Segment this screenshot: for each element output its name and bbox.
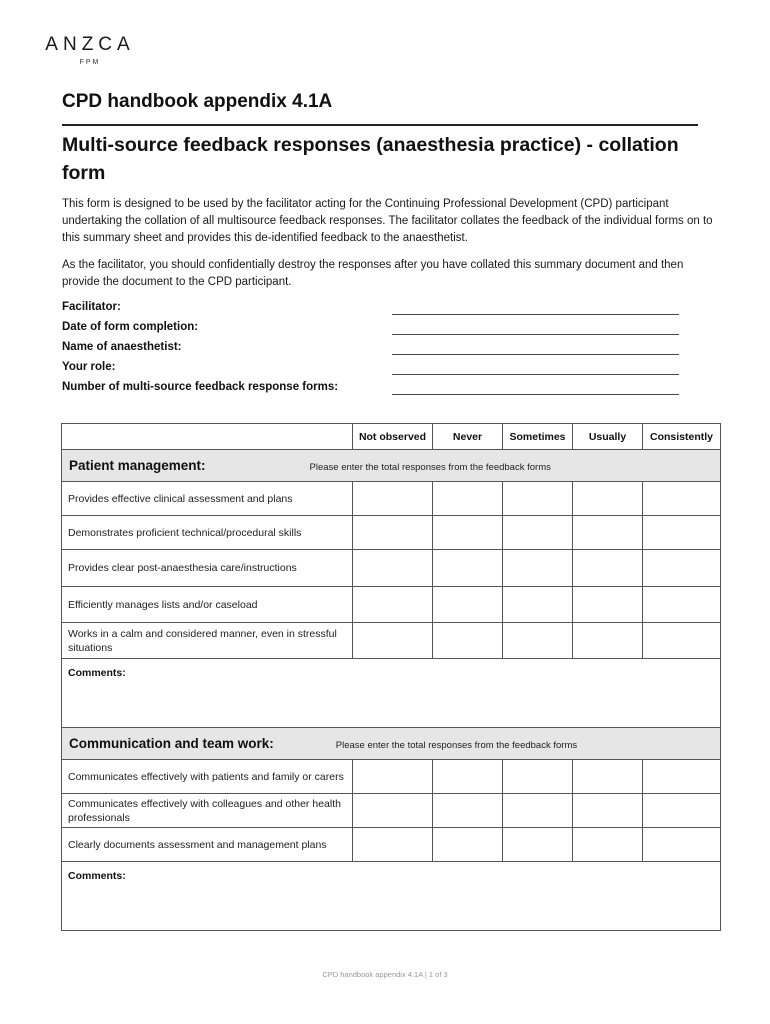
table-row	[62, 550, 721, 587]
logo-sub-text: FPM	[79, 59, 101, 66]
section-instruction: Please enter the total responses from the feedback forms	[335, 740, 578, 751]
response-count-cell[interactable]	[503, 587, 573, 623]
field-label: Your role:	[62, 361, 116, 373]
field-label: Name of anaesthetist:	[62, 341, 182, 353]
response-count-cell[interactable]	[433, 828, 503, 862]
response-count-cell[interactable]	[643, 550, 721, 587]
behaviour-item: Efficiently manages lists and/or caseload	[62, 587, 353, 623]
response-count-cell[interactable]	[353, 760, 433, 794]
intro-paragraph: This form is designed to be used by the facilitator acting for the Continuing Professional Development (CPD) participant undertaking the collation of all multisource feedback responses. The facilitator collates the feedback of the individual forms on to this summary sheet and provides this de-identified feedback to the anaesthetist.	[62, 198, 713, 244]
response-count-cell[interactable]	[353, 550, 433, 587]
response-count-cell[interactable]	[503, 794, 573, 828]
field-label: Date of form completion:	[62, 321, 199, 333]
response-count-cell[interactable]	[643, 623, 721, 659]
field-facilitator	[62, 300, 682, 320]
behaviour-item: Works in a calm and considered manner, even in stressful situations	[62, 623, 353, 659]
field-role	[62, 360, 682, 380]
comments-label: Comments:	[68, 667, 126, 679]
response-count-cell[interactable]	[353, 587, 433, 623]
response-count-cell[interactable]	[353, 828, 433, 862]
feedback-table	[61, 423, 721, 931]
response-count-cell[interactable]	[643, 516, 721, 550]
behaviour-item: Clearly documents assessment and management plans	[62, 828, 353, 862]
table-row	[62, 587, 721, 623]
comments-field[interactable]	[62, 862, 721, 931]
logo-main-text: ANZCA	[45, 34, 135, 55]
response-count-cell[interactable]	[503, 482, 573, 516]
response-count-cell[interactable]	[433, 550, 503, 587]
comments-row	[62, 659, 721, 728]
facilitator-input-line[interactable]	[392, 314, 679, 315]
date-input-line[interactable]	[392, 334, 679, 335]
response-count-cell[interactable]	[353, 794, 433, 828]
title-divider	[62, 124, 698, 126]
participant-fields	[62, 300, 682, 400]
response-count-cell[interactable]	[433, 760, 503, 794]
response-count-cell[interactable]	[503, 760, 573, 794]
response-count-cell[interactable]	[573, 794, 643, 828]
response-count-cell[interactable]	[573, 482, 643, 516]
section-instruction: Please enter the total responses from the feedback forms	[309, 462, 551, 473]
role-input-line[interactable]	[392, 374, 679, 375]
section-header-cell	[62, 728, 721, 760]
behaviour-item: Demonstrates proficient technical/procedural skills	[62, 516, 353, 550]
table-row	[62, 828, 721, 862]
behaviour-item: Provides clear post-anaesthesia care/instructions	[62, 550, 353, 587]
response-count-cell[interactable]	[643, 828, 721, 862]
response-count-cell[interactable]	[643, 794, 721, 828]
table-row	[62, 516, 721, 550]
response-count-cell[interactable]	[503, 828, 573, 862]
response-count-cell[interactable]	[433, 587, 503, 623]
instruction-paragraph: As the facilitator, you should confidentially destroy the responses after you have collated this summary document and then provide the document to the CPD participant.	[62, 259, 684, 288]
response-count-cell[interactable]	[503, 516, 573, 550]
response-count-cell[interactable]	[573, 587, 643, 623]
response-count-cell[interactable]	[433, 794, 503, 828]
behaviour-item: Communicates effectively with patients and family or carers	[62, 760, 353, 794]
anaesthetist-input-line[interactable]	[392, 354, 679, 355]
comments-label: Comments:	[68, 870, 126, 882]
header-blank-cell	[62, 424, 353, 450]
section-header-cell	[62, 450, 721, 482]
column-header: Never	[433, 424, 503, 450]
response-count-cell[interactable]	[573, 550, 643, 587]
field-label: Facilitator:	[62, 301, 121, 313]
section-title: Patient management:	[69, 458, 206, 473]
response-count-cell[interactable]	[573, 828, 643, 862]
response-count-cell[interactable]	[573, 516, 643, 550]
column-header: Usually	[573, 424, 643, 450]
page-title: CPD handbook appendix 4.1A	[62, 91, 333, 112]
table-row	[62, 623, 721, 659]
response-count-cell[interactable]	[433, 623, 503, 659]
response-count-input-line[interactable]	[392, 394, 679, 395]
page-footer: CPD handbook appendix 4.1A | 1 of 3	[322, 970, 448, 979]
response-count-cell[interactable]	[353, 623, 433, 659]
anzca-logo	[40, 34, 140, 66]
response-count-cell[interactable]	[353, 482, 433, 516]
response-count-cell[interactable]	[503, 623, 573, 659]
response-count-cell[interactable]	[643, 482, 721, 516]
response-count-cell[interactable]	[573, 760, 643, 794]
table-header-row	[62, 424, 721, 450]
response-count-cell[interactable]	[353, 516, 433, 550]
field-response-count	[62, 380, 682, 400]
response-count-cell[interactable]	[573, 623, 643, 659]
response-count-cell[interactable]	[643, 587, 721, 623]
response-count-cell[interactable]	[503, 550, 573, 587]
column-header: Consistently	[643, 424, 721, 450]
response-count-cell[interactable]	[433, 482, 503, 516]
table-row	[62, 482, 721, 516]
comments-field[interactable]	[62, 659, 721, 728]
table-row	[62, 760, 721, 794]
section-header-row	[62, 728, 721, 760]
form-subtitle: Multi-source feedback responses (anaesthesia practice) - collation form	[62, 134, 679, 184]
column-header: Not observed	[353, 424, 433, 450]
field-anaesthetist	[62, 340, 682, 360]
field-date	[62, 320, 682, 340]
column-header: Sometimes	[503, 424, 573, 450]
field-label: Number of multi-source feedback response forms:	[62, 381, 339, 393]
response-count-cell[interactable]	[643, 760, 721, 794]
comments-row	[62, 862, 721, 931]
behaviour-item: Provides effective clinical assessment and plans	[62, 482, 353, 516]
table-row	[62, 794, 721, 828]
section-header-row	[62, 450, 721, 482]
response-count-cell[interactable]	[433, 516, 503, 550]
section-title: Communication and team work:	[69, 736, 274, 751]
behaviour-item: Communicates effectively with colleagues and other health professionals	[62, 794, 353, 828]
